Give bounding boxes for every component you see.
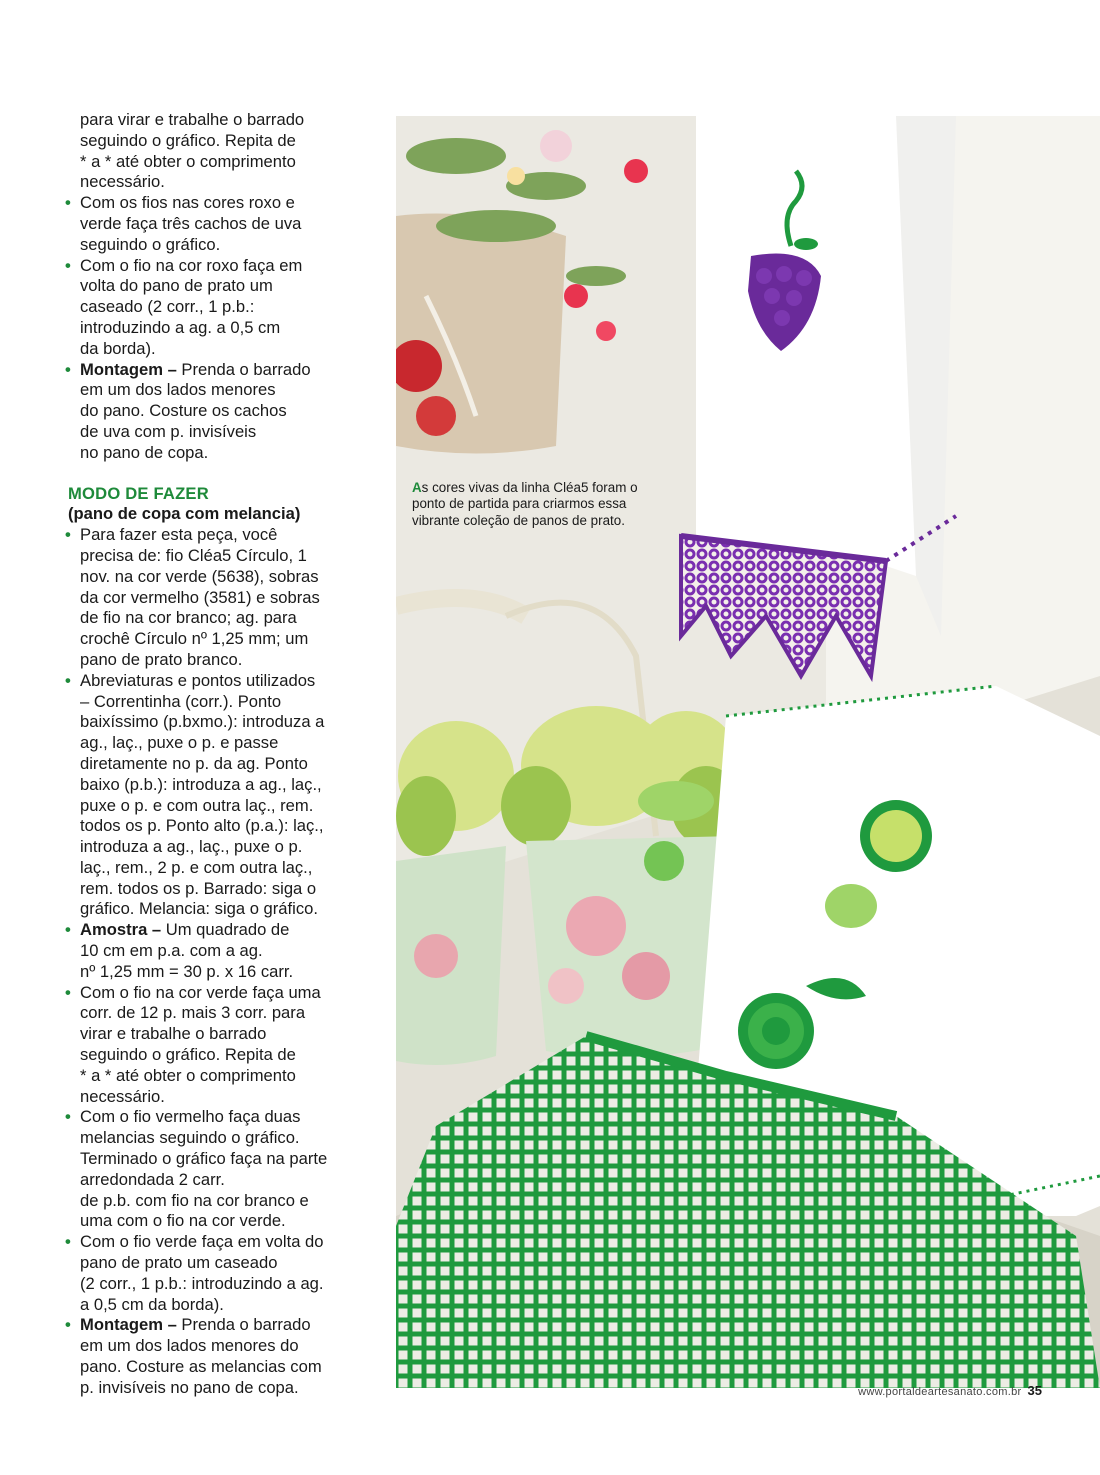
- list-item: [64, 1107, 374, 1232]
- continuation-paragraph: [64, 110, 374, 193]
- item-lead-term: Montagem –: [80, 1315, 177, 1335]
- text-line: nov. na cor verde (5638), sobras: [80, 566, 319, 586]
- text-line: introduzindo a ag. a 0,5 cm: [80, 317, 281, 337]
- text-line: arredondada 2 carr.: [80, 1169, 225, 1189]
- text-line: da borda).: [80, 338, 156, 358]
- text-line: melancias seguindo o gráfico.: [80, 1128, 300, 1148]
- text-line: Com o fio vermelho faça duas: [80, 1107, 301, 1127]
- text-line: Abreviaturas e pontos utilizados: [80, 670, 316, 690]
- text-line: (2 corr., 1 p.b.: introduzindo a ag.: [80, 1273, 324, 1293]
- text-line: – Correntinha (corr.). Ponto: [80, 691, 282, 711]
- section-title: MODO DE FAZER: [68, 483, 209, 503]
- text-line: em um dos lados menores: [80, 380, 276, 400]
- list-item: [64, 671, 374, 921]
- list-item: [64, 920, 374, 982]
- text-line: da cor vermelho (3581) e sobras: [80, 587, 320, 607]
- text-line: seguindo o gráfico. Repita de: [80, 1045, 296, 1065]
- article-text-column: [64, 110, 374, 1399]
- text-line: verde faça três cachos de uva: [80, 213, 302, 233]
- text-line: puxe o p. e com outra laç., rem.: [80, 795, 314, 815]
- page-footer: [858, 1383, 1042, 1398]
- list-item: [64, 1315, 374, 1398]
- text-line: * a * até obter o comprimento: [80, 151, 296, 171]
- text-line: virar e trabalhe o barrado: [80, 1024, 267, 1044]
- item-lead-term: Amostra –: [80, 920, 162, 940]
- text-line: laç., rem., 2 p. e com outra laç.,: [80, 857, 313, 877]
- text-line: de p.b. com fio na cor branco e: [80, 1190, 309, 1210]
- text-line: seguindo o gráfico. Repita de: [80, 130, 296, 150]
- text-line: diretamente no p. da ag. Ponto: [80, 753, 308, 773]
- item-lead-term: Montagem –: [80, 359, 177, 379]
- text-line: Terminado o gráfico faça na parte: [80, 1149, 328, 1169]
- text-line: Com o fio verde faça em volta do: [80, 1232, 324, 1252]
- text-line: rem. todos os p. Barrado: siga o: [80, 878, 317, 898]
- text-line: baixo (p.b.): introduza a ag., laç.,: [80, 774, 322, 794]
- text-line: Um quadrado de: [161, 920, 290, 940]
- text-line: 10 cm em p.a. com a ag.: [80, 941, 263, 961]
- text-line: precisa de: fio Cléa5 Círculo, 1: [80, 545, 307, 565]
- text-line: Com os fios nas cores roxo e: [80, 193, 295, 213]
- list-item: [64, 360, 374, 464]
- text-line: p. invisíveis no pano de copa.: [80, 1377, 299, 1397]
- text-line: pano de prato branco.: [80, 649, 243, 669]
- text-line: a 0,5 cm da borda).: [80, 1294, 224, 1314]
- list-item: [64, 983, 374, 1108]
- caption-text: s cores vivas da linha Cléa5 foram o ponto de partida para criarmos essa vibrante coleção de panos de prato.: [412, 480, 638, 528]
- text-line: de fio na cor branco; ag. para: [80, 608, 297, 628]
- text-line: necessário.: [80, 172, 165, 192]
- text-line: Prenda o barrado: [176, 359, 311, 379]
- text-line: do pano. Costure os cachos: [80, 401, 287, 421]
- text-line: necessário.: [80, 1086, 165, 1106]
- text-line: todos os p. Ponto alto (p.a.): laç.,: [80, 816, 324, 836]
- text-line: nº 1,25 mm = 30 p. x 16 carr.: [80, 961, 294, 981]
- list-item: [64, 1232, 374, 1315]
- text-line: gráfico. Melancia: siga o gráfico.: [80, 899, 318, 919]
- instructions-list-top: [64, 193, 374, 463]
- list-item: [64, 256, 374, 360]
- text-line: volta do pano de prato um: [80, 276, 273, 296]
- text-line: de uva com p. invisíveis: [80, 421, 257, 441]
- caption-first-letter: A: [412, 480, 422, 495]
- instructions-list-bottom: [64, 525, 374, 1398]
- product-photo: [396, 116, 1100, 1388]
- footer-url: www.portaldeartesanato.com.br: [858, 1386, 1022, 1398]
- text-line: Com o fio na cor roxo faça em: [80, 255, 303, 275]
- section-subtitle: (pano de copa com melancia): [68, 504, 301, 524]
- text-line: Prenda o barrado: [176, 1315, 311, 1335]
- list-item: [64, 525, 374, 671]
- text-line: pano. Costure as melancias com: [80, 1357, 322, 1377]
- lettuce-pots-graphic: [396, 706, 741, 1065]
- text-line: pano de prato um caseado: [80, 1253, 278, 1273]
- text-line: * a * até obter o comprimento: [80, 1065, 296, 1085]
- text-line: crochê Círculo nº 1,25 mm; um: [80, 629, 309, 649]
- text-line: seguindo o gráfico.: [80, 234, 221, 254]
- text-line: corr. de 12 p. mais 3 corr. para: [80, 1003, 306, 1023]
- text-line: no pano de copa.: [80, 442, 209, 462]
- text-line: baixíssimo (p.bxmo.): introduza a: [80, 712, 325, 732]
- page-number: 35: [1027, 1383, 1042, 1398]
- text-line: Com o fio na cor verde faça uma: [80, 982, 321, 1002]
- text-line: Para fazer esta peça, você: [80, 525, 278, 545]
- text-line: uma com o fio na cor verde.: [80, 1211, 286, 1231]
- list-item: [64, 193, 374, 255]
- photo-caption: [412, 480, 648, 529]
- text-line: introduza a ag., laç., puxe o p.: [80, 837, 303, 857]
- text-line: caseado (2 corr., 1 p.b.:: [80, 297, 255, 317]
- text-line: ag., laç., puxe o p. e passe: [80, 733, 279, 753]
- text-line: em um dos lados menores do: [80, 1336, 299, 1356]
- text-line: para virar e trabalhe o barrado: [80, 110, 305, 129]
